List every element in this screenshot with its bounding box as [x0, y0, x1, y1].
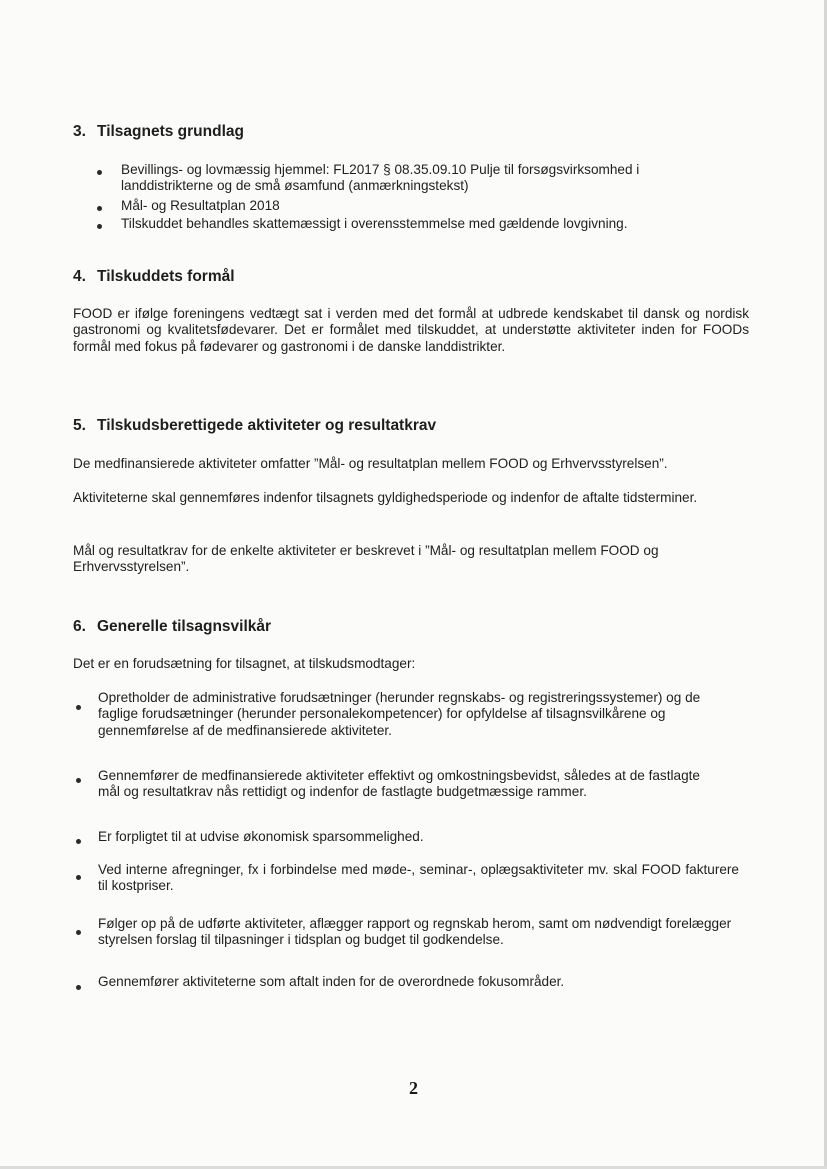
bullet-icon — [76, 930, 81, 935]
bullet-icon — [76, 705, 81, 710]
bullet-icon — [97, 170, 102, 175]
section-3-bullet: Mål- og Resultatplan 2018 — [121, 198, 280, 213]
bullet-icon — [97, 206, 102, 211]
section-5-paragraph: Aktiviteterne skal gennemføres indenfor tilsagnets gyldighedsperiode og indenfor de aftalte tidsterminer. — [73, 490, 698, 505]
section-3-heading — [73, 123, 244, 141]
section-5-title: Tilskudsberettigede aktiviteter og resultatkrav — [97, 417, 437, 434]
section-6-heading — [73, 618, 271, 636]
section-4-paragraph: FOOD er ifølge foreningens vedtægt sat i verden med det formål at udbrede kendskabet til dansk og nordisk gastronomi og kvalitetsfødevarer. Det er formålet med tilskuddet, at understøtte aktiviteter inden for FOODs formål med fokus på fødevarer og gastronomi i de danske landdistrikter. — [73, 306, 749, 354]
bullet-icon — [97, 224, 102, 229]
bullet-icon — [76, 985, 81, 990]
section-6-bullet: Er forpligtet til at udvise økonomisk sparsommelighed. — [98, 829, 424, 844]
section-5-heading — [73, 417, 436, 435]
bullet-icon — [76, 778, 81, 783]
section-3-bullet: Bevillings- og lovmæssig hjemmel: FL2017 § 08.35.09.10 Pulje til forsøgsvirksomhed i landdistrikterne og de små øsamfund (anmærkningstekst) — [121, 162, 640, 194]
section-3-bullet: Tilskuddet behandles skattemæssigt i overensstemmelse med gældende lovgivning. — [121, 216, 628, 231]
section-4-heading — [73, 268, 235, 286]
bullet-icon — [76, 839, 81, 844]
section-6-bullet: Følger op på de udførte aktiviteter, aflægger rapport og regnskab herom, samt om nødvendigt forelægger styrelsen forslag til tilpasninger i tidsplan og budget til godkendelse. — [98, 916, 732, 948]
section-6-intro: Det er en forudsætning for tilsagnet, at tilskudsmodtager: — [73, 656, 416, 671]
section-6-bullet: Opretholder de administrative forudsætninger (herunder regnskabs- og registreringssystemer) og de faglige forudsætninger (herunder personalekompetencer) for opfyldelse af tilsagnsvilkårene og gennemførelse af de medfinansierede aktiviteter. — [98, 690, 701, 738]
section-4-title: Tilskuddets formål — [97, 268, 235, 285]
section-6-bullet: Gennemfører aktiviteterne som aftalt inden for de overordnede fokusområder. — [98, 974, 565, 989]
section-4-number: 4. — [73, 268, 86, 285]
section-5-paragraph: Mål og resultatkrav for de enkelte aktiviteter er beskrevet i ”Mål- og resultatplan mellem FOOD og Erhvervsstyrelsen”. — [73, 543, 659, 575]
section-3-title: Tilsagnets grundlag — [97, 123, 244, 140]
section-6-number: 6. — [73, 618, 86, 635]
section-3-number: 3. — [73, 123, 86, 140]
section-6-bullet: Gennemfører de medfinansierede aktiviteter effektivt og omkostningsbevidst, således at de fastlagte mål og resultatkrav nås rettidigt og indenfor de fastlagte budgetmæssige rammer. — [98, 768, 700, 800]
section-5-number: 5. — [73, 417, 86, 434]
bullet-icon — [76, 875, 81, 880]
section-6-title: Generelle tilsagnsvilkår — [97, 618, 272, 635]
page-number: 2 — [409, 1078, 418, 1098]
section-6-bullet: Ved interne afregninger, fx i forbindelse med møde-, seminar-, oplægsaktiviteter mv. skal FOOD fakturere til kostpriser. — [98, 862, 739, 894]
section-5-paragraph: De medfinansierede aktiviteter omfatter ”Mål- og resultatplan mellem FOOD og Erhvervsstyrelsen”. — [73, 456, 668, 471]
